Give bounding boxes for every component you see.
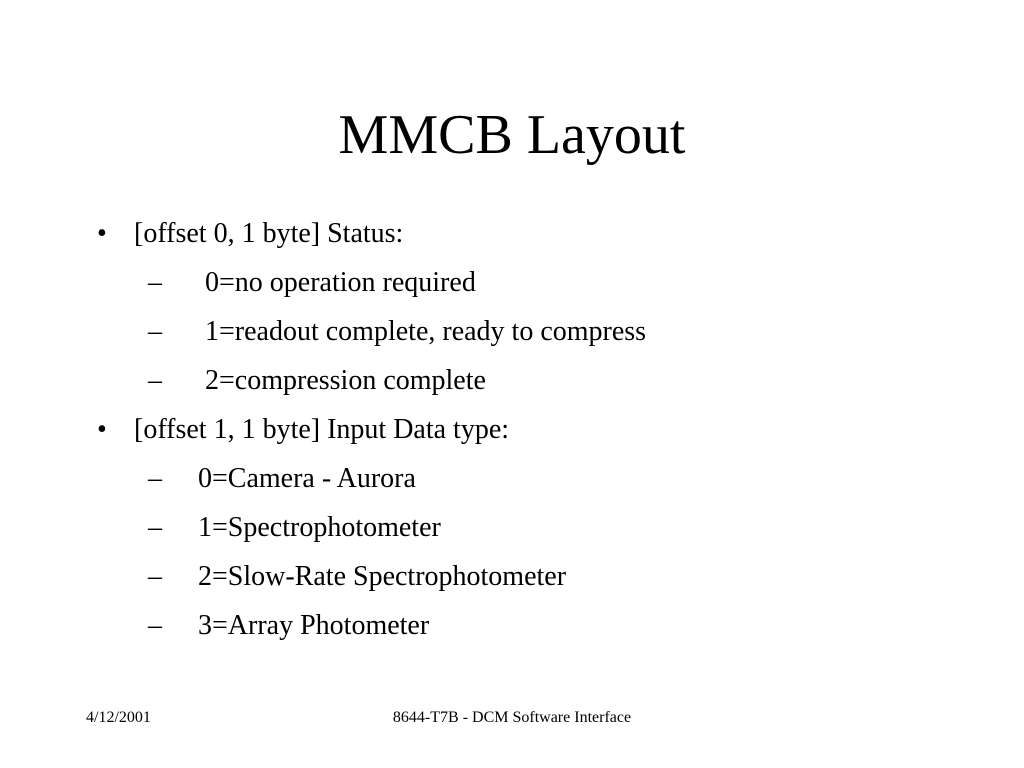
sub-list-item (0, 511, 1024, 545)
bullet-text: [offset 0, 1 byte] Status: (134, 218, 404, 249)
bullet-marker: • (97, 414, 107, 445)
sub-list-item (0, 364, 1024, 398)
sub-list-item (0, 462, 1024, 496)
sub-list-item (0, 266, 1024, 300)
list-item (0, 413, 1024, 447)
footer-date: 4/12/2001 (86, 709, 151, 726)
dash-marker: – (148, 463, 162, 494)
dash-marker: – (148, 610, 162, 641)
sub-item-text: 2=compression complete (205, 365, 486, 396)
sub-item-text: 2=Slow-Rate Spectrophotometer (198, 561, 567, 592)
dash-marker: – (148, 512, 162, 543)
list-item (0, 217, 1024, 251)
footer-title: 8644-T7B - DCM Software Interface (392, 709, 632, 726)
slide-title: MMCB Layout (338, 104, 686, 166)
bullet-text: [offset 1, 1 byte] Input Data type: (134, 414, 510, 445)
dash-marker: – (148, 561, 162, 592)
bullet-marker: • (97, 218, 107, 249)
sub-item-text: 1=readout complete, ready to compress (205, 316, 647, 347)
sub-item-text: 0=Camera - Aurora (198, 463, 416, 494)
dash-marker: – (148, 316, 162, 347)
sub-item-text: 3=Array Photometer (198, 610, 430, 641)
sub-list-item (0, 560, 1024, 594)
sub-list-item (0, 609, 1024, 643)
dash-marker: – (148, 267, 162, 298)
sub-item-text: 1=Spectrophotometer (198, 512, 441, 543)
sub-item-text: 0=no operation required (205, 267, 476, 298)
dash-marker: – (148, 365, 162, 396)
sub-list-item (0, 315, 1024, 349)
